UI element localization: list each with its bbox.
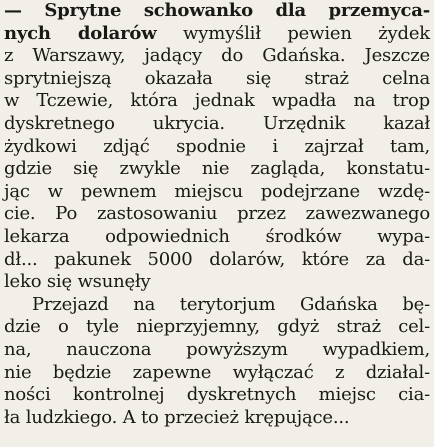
article-line: nie będzie zapewne wyłączać z działal- [4, 361, 430, 383]
article-line: dzie o tyle nieprzyjemny, gdyż straż cel- [4, 316, 430, 338]
article-line [4, 23, 430, 46]
article-line: z Warszawy, jadący do Gdańska. Jeszcze [4, 45, 430, 67]
article-line: jąc w pewnem miejscu podejrzane wzdę- [4, 180, 430, 202]
article-lead: nych dolarów [4, 22, 157, 44]
article-line: cie. Po zastosowaniu przez zawezwanego [4, 203, 430, 225]
article-line: dł... pakunek 5000 dolarów, które za da- [4, 248, 430, 270]
article-line: dyskretnego ukrycia. Urzędnik kazał [4, 112, 430, 134]
article-lead: — Sprytne schowanko dla przemyca- [4, 0, 430, 21]
article-line: ła ludzkiego. A to przecież krępujące... [4, 406, 350, 428]
article-line [4, 0, 430, 23]
article-line: leko się wsunęły [4, 271, 151, 293]
article-line: na, nauczona powyższym wypadkiem, [4, 338, 430, 360]
article-line: gdzie się zwykle nie zagląda, konstatu- [4, 158, 430, 180]
article-line: w Tczewie, która jednak wpadła na trop [4, 90, 430, 112]
article-body [4, 0, 430, 429]
article-line: ności kontrolnej dyskretnych miejsc cia- [4, 384, 430, 406]
article-line: Przejazd na terytorjum Gdańska bę- [32, 293, 430, 315]
article-line: sprytniejszą okazała się straż celna [4, 67, 430, 89]
article-text: wymyślił pewien żydek [156, 22, 430, 44]
article-line: żydkowi zdjąć spodnie i zajrzał tam, [4, 135, 430, 157]
article-line: lekarza odpowiednich środków wypa- [4, 225, 430, 247]
